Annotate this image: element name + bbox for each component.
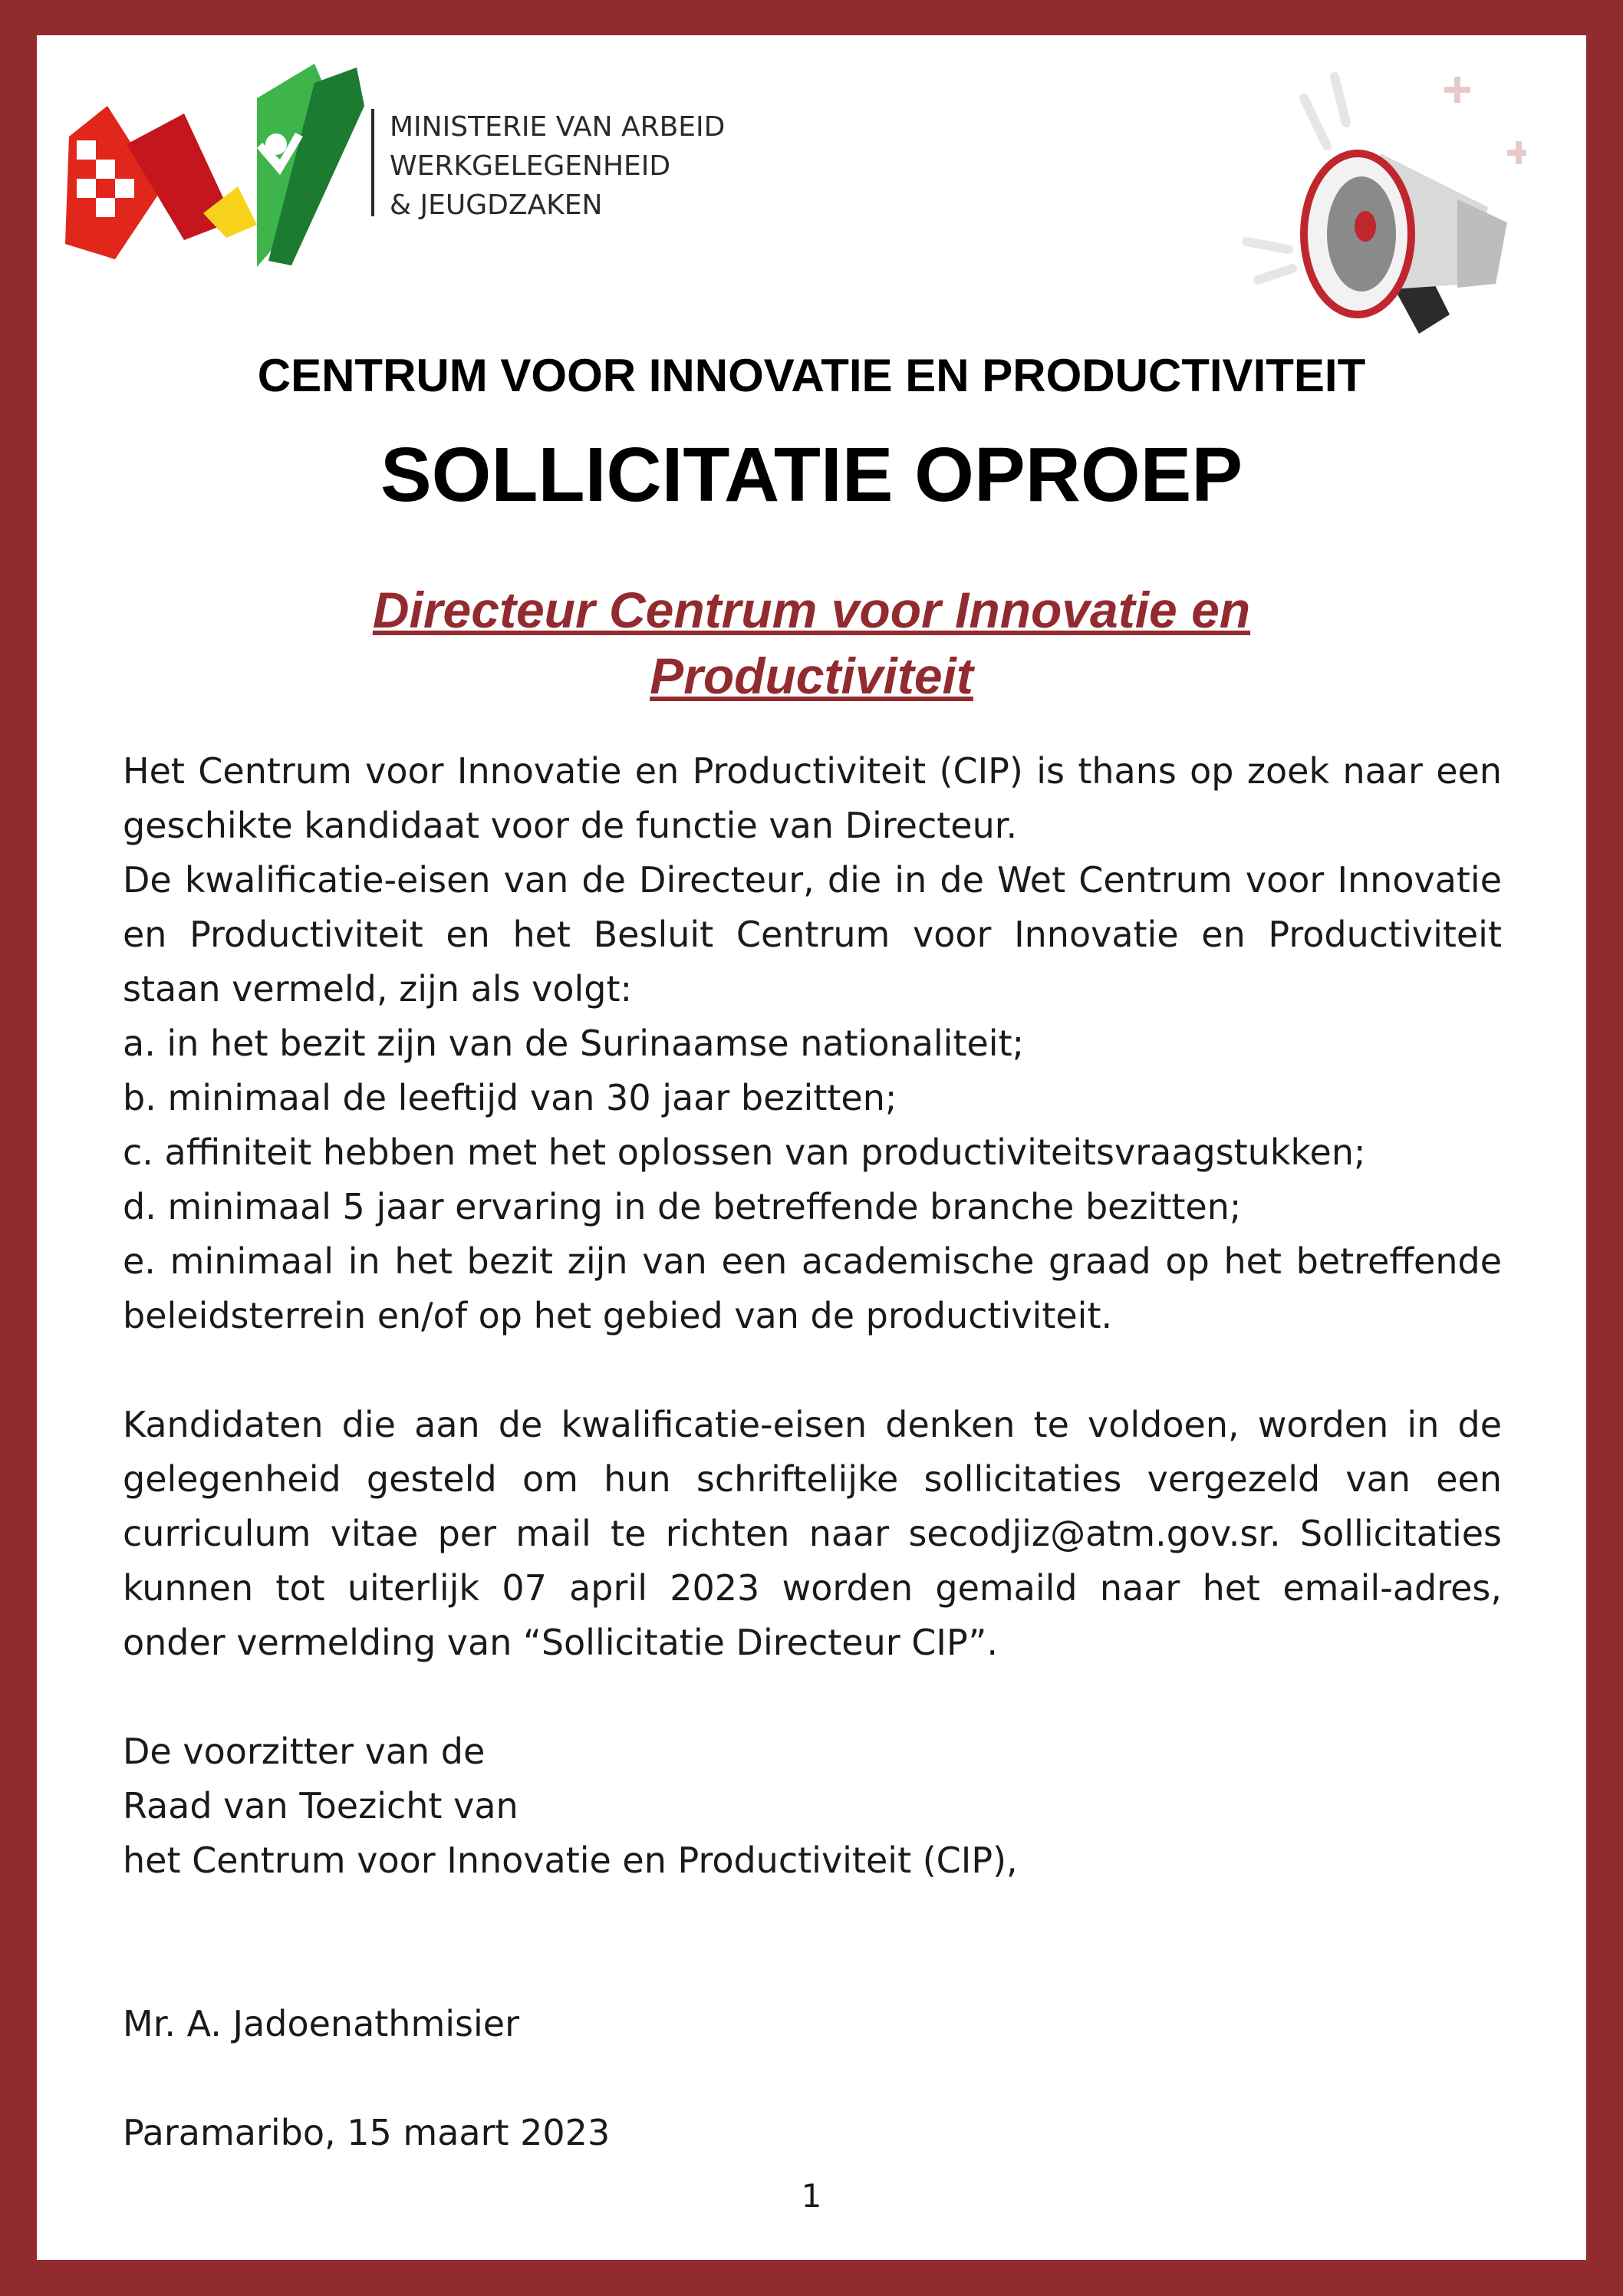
document-body <box>123 744 1502 2160</box>
logo-divider <box>371 109 374 216</box>
intro-paragraph: Het Centrum voor Innovatie en Productiviteit (CIP) is thans op zoek naar een geschikte kandidaat voor de functie van Directeur. <box>123 750 1502 846</box>
ministry-logo-icon <box>61 60 368 275</box>
ministry-name-line-2: WERKGELEGENHEID <box>390 150 671 182</box>
requirement-item: a. in het bezit zijn van de Surinaamse nationaliteit; <box>123 1023 1025 1064</box>
signature-line: het Centrum voor Innovatie en Productiviteit (CIP), <box>123 1840 1018 1881</box>
ministry-name <box>390 107 725 225</box>
requirement-item: e. minimaal in het bezit zijn van een academische graad op het betreffende beleidsterrein en/of op het gebied van de productiviteit. <box>123 1240 1502 1336</box>
requirement-item: c. affiniteit hebben met het oplossen van productiviteitsvraagstukken; <box>123 1132 1366 1173</box>
spacer <box>123 1670 1502 1724</box>
organization-heading: CENTRUM VOOR INNOVATIE EN PRODUCTIVITEIT <box>257 350 1366 401</box>
spacer <box>123 1343 1502 1398</box>
signatory-name: Mr. A. Jadoenathmisier <box>123 2003 520 2044</box>
ministry-name-line-3: & JEUGDZAKEN <box>390 189 603 221</box>
requirement-item: b. minimaal de leeftijd van 30 jaar bezitten; <box>123 1077 897 1118</box>
signature-line: De voorzitter van de <box>123 1731 486 1772</box>
application-paragraph: Kandidaten die aan de kwalificatie-eisen denken te voldoen, worden in de gelegenheid gesteld om hun schriftelijke sollicitaties vergezeld van een curriculum vitae per mail te richten naar secodjiz@atm.gov.sr. Sollicitaties kunnen tot uiterlijk 07 april 2023 worden gemaild naar het email-adres, onder vermelding van “Sollicitatie Directeur CIP”. <box>123 1404 1502 1663</box>
spacer <box>123 2051 1502 2106</box>
spacer <box>123 1888 1502 1997</box>
position-title-line-1: Directeur Centrum voor Innovatie en <box>372 581 1251 638</box>
document-title: SOLLICITATIE OPROEP <box>380 432 1243 518</box>
position-title <box>0 577 1623 709</box>
signature-line: Raad van Toezicht van <box>123 1785 519 1827</box>
position-title-line-2: Productiviteit <box>650 647 973 704</box>
megaphone-icon <box>1204 61 1526 345</box>
requirement-item: d. minimaal 5 jaar ervaring in de betreffende branche bezitten; <box>123 1186 1242 1227</box>
ministry-name-line-1: MINISTERIE VAN ARBEID <box>390 111 726 143</box>
requirements-intro: De kwalificatie-eisen van de Directeur, die in de Wet Centrum voor Innovatie en Productiviteit en het Besluit Centrum voor Innovatie en Productiviteit staan vermeld, zijn als volgt: <box>123 859 1502 1010</box>
page-number: 1 <box>801 2177 822 2215</box>
place-date: Paramaribo, 15 maart 2023 <box>123 2112 611 2153</box>
